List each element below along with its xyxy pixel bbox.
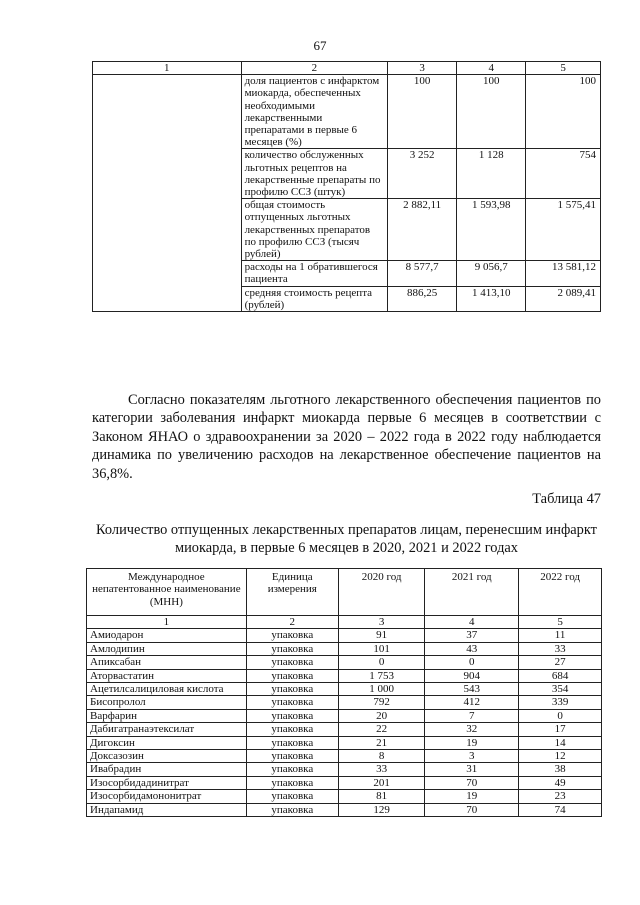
drug-name: Амлодипин bbox=[87, 642, 247, 655]
indicator-label: количество обслуженных льготных рецептов на лекарственные препараты по профилю ССЗ (штук) bbox=[241, 149, 388, 199]
table-row bbox=[87, 629, 602, 642]
drug-name: Изосорбидамононитрат bbox=[87, 790, 247, 803]
value-2022: 11 bbox=[519, 629, 602, 642]
value-2021: 43 bbox=[425, 642, 519, 655]
table-row bbox=[87, 696, 602, 709]
table-row bbox=[87, 750, 602, 763]
drug-name: Изосорбидадинитрат bbox=[87, 776, 247, 789]
value-2020: 1 753 bbox=[338, 669, 424, 682]
value-2021: 19 bbox=[425, 790, 519, 803]
value-2020: 20 bbox=[338, 709, 424, 722]
column-index: 2 bbox=[246, 616, 338, 629]
column-index: 3 bbox=[338, 616, 424, 629]
indicator-label: средняя стоимость рецепта (рублей) bbox=[241, 286, 388, 311]
indicators-table bbox=[92, 61, 601, 312]
value-2020: 33 bbox=[338, 763, 424, 776]
value-2020: 21 bbox=[338, 736, 424, 749]
table-row bbox=[87, 736, 602, 749]
drug-name: Амиодарон bbox=[87, 629, 247, 642]
paragraph-text: Согласно показателям льготного лекарственного обеспечения пациентов по категории заболевания инфаркт миокарда первые 6 месяцев в соответствии с Законом ЯНАО о здравоохранении за 2020 – 2022 года в 2022 году наблюдается динамика по увеличению расходов на лекарственное обеспечение пациентов на 36,8%. bbox=[92, 392, 601, 482]
unit-cell: упаковка bbox=[246, 736, 338, 749]
value-2022: 33 bbox=[519, 642, 602, 655]
table-row bbox=[87, 776, 602, 789]
value-2020: 8 bbox=[338, 750, 424, 763]
value-2020: 22 bbox=[338, 723, 424, 736]
header-2022: 2022 год bbox=[519, 569, 602, 616]
table-row bbox=[87, 763, 602, 776]
value-2020: 886,25 bbox=[388, 286, 457, 311]
column-number: 2 bbox=[241, 62, 388, 75]
empty-cell bbox=[93, 286, 242, 311]
value-2021: 70 bbox=[425, 803, 519, 816]
page-number: 67 bbox=[313, 38, 327, 53]
value-2022: 13 581,12 bbox=[526, 261, 601, 286]
table-header-row bbox=[93, 62, 601, 75]
empty-cell bbox=[93, 199, 242, 261]
column-index-row bbox=[87, 616, 602, 629]
unit-cell: упаковка bbox=[246, 709, 338, 722]
value-2022: 14 bbox=[519, 736, 602, 749]
header-2021: 2021 год bbox=[425, 569, 519, 616]
unit-cell: упаковка bbox=[246, 669, 338, 682]
table-row bbox=[87, 656, 602, 669]
value-2021: 904 bbox=[425, 669, 519, 682]
drug-name: Варфарин bbox=[87, 709, 247, 722]
column-number: 5 bbox=[526, 62, 601, 75]
value-2020: 201 bbox=[338, 776, 424, 789]
value-2022: 38 bbox=[519, 763, 602, 776]
drug-name: Апиксабан bbox=[87, 656, 247, 669]
value-2022: 17 bbox=[519, 723, 602, 736]
unit-cell: упаковка bbox=[246, 803, 338, 816]
drug-name: Дигоксин bbox=[87, 736, 247, 749]
value-2022: 754 bbox=[526, 149, 601, 199]
value-2022: 684 bbox=[519, 669, 602, 682]
value-2021: 1 413,10 bbox=[457, 286, 526, 311]
column-number: 4 bbox=[457, 62, 526, 75]
drug-name: Индапамид bbox=[87, 803, 247, 816]
table-title: Количество отпущенных лекарственных препаратов лицам, перенесшим инфаркт миокарда, в первые 6 месяцев в 2020, 2021 и 2022 годах bbox=[96, 522, 597, 556]
drug-name: Доксазозин bbox=[87, 750, 247, 763]
value-2020: 100 bbox=[388, 75, 457, 149]
value-2021: 32 bbox=[425, 723, 519, 736]
table-row bbox=[87, 683, 602, 696]
drug-name: Бисопролол bbox=[87, 696, 247, 709]
value-2020: 1 000 bbox=[338, 683, 424, 696]
empty-cell bbox=[93, 149, 242, 199]
table-header-row bbox=[87, 569, 602, 616]
empty-cell bbox=[93, 75, 242, 149]
value-2021: 1 593,98 bbox=[457, 199, 526, 261]
empty-cell bbox=[93, 261, 242, 286]
value-2020: 792 bbox=[338, 696, 424, 709]
drug-name: Дабигатранаэтексилат bbox=[87, 723, 247, 736]
value-2021: 31 bbox=[425, 763, 519, 776]
value-2020: 91 bbox=[338, 629, 424, 642]
table-row bbox=[93, 149, 601, 199]
unit-cell: упаковка bbox=[246, 790, 338, 803]
value-2020: 129 bbox=[338, 803, 424, 816]
table-row bbox=[87, 709, 602, 722]
header-2020: 2020 год bbox=[338, 569, 424, 616]
value-2021: 9 056,7 bbox=[457, 261, 526, 286]
column-number: 3 bbox=[388, 62, 457, 75]
value-2021: 37 bbox=[425, 629, 519, 642]
drug-name: Аторвастатин bbox=[87, 669, 247, 682]
table-row bbox=[93, 261, 601, 286]
header-mnn: Международное непатентованное наименование (МНН) bbox=[87, 569, 247, 616]
unit-cell: упаковка bbox=[246, 656, 338, 669]
table-row bbox=[93, 286, 601, 311]
value-2022: 354 bbox=[519, 683, 602, 696]
value-2021: 7 bbox=[425, 709, 519, 722]
value-2021: 543 bbox=[425, 683, 519, 696]
value-2022: 100 bbox=[526, 75, 601, 149]
value-2020: 3 252 bbox=[388, 149, 457, 199]
medications-table bbox=[86, 568, 602, 817]
column-index: 1 bbox=[87, 616, 247, 629]
unit-cell: упаковка bbox=[246, 696, 338, 709]
table-row bbox=[93, 75, 601, 149]
value-2020: 2 882,11 bbox=[388, 199, 457, 261]
unit-cell: упаковка bbox=[246, 629, 338, 642]
value-2022: 0 bbox=[519, 709, 602, 722]
table-row bbox=[87, 803, 602, 816]
indicator-label: общая стоимость отпущенных льготных лекарственных препаратов по профилю ССЗ (тысяч рублей) bbox=[241, 199, 388, 261]
column-index: 4 bbox=[425, 616, 519, 629]
body-paragraph bbox=[92, 391, 601, 483]
value-2020: 8 577,7 bbox=[388, 261, 457, 286]
value-2021: 19 bbox=[425, 736, 519, 749]
value-2021: 70 bbox=[425, 776, 519, 789]
table-row bbox=[87, 642, 602, 655]
value-2020: 81 bbox=[338, 790, 424, 803]
value-2022: 23 bbox=[519, 790, 602, 803]
column-index: 5 bbox=[519, 616, 602, 629]
value-2021: 3 bbox=[425, 750, 519, 763]
value-2022: 2 089,41 bbox=[526, 286, 601, 311]
table-caption: Таблица 47 bbox=[532, 491, 601, 507]
unit-cell: упаковка bbox=[246, 723, 338, 736]
table-row bbox=[87, 723, 602, 736]
header-unit: Единица измерения bbox=[246, 569, 338, 616]
unit-cell: упаковка bbox=[246, 776, 338, 789]
table-row bbox=[87, 669, 602, 682]
value-2022: 1 575,41 bbox=[526, 199, 601, 261]
value-2021: 1 128 bbox=[457, 149, 526, 199]
unit-cell: упаковка bbox=[246, 763, 338, 776]
value-2021: 0 bbox=[425, 656, 519, 669]
value-2022: 12 bbox=[519, 750, 602, 763]
table-row bbox=[87, 790, 602, 803]
table-row bbox=[93, 199, 601, 261]
value-2022: 27 bbox=[519, 656, 602, 669]
drug-name: Ацетилсалициловая кислота bbox=[87, 683, 247, 696]
value-2022: 49 bbox=[519, 776, 602, 789]
value-2022: 74 bbox=[519, 803, 602, 816]
unit-cell: упаковка bbox=[246, 642, 338, 655]
value-2021: 412 bbox=[425, 696, 519, 709]
value-2022: 339 bbox=[519, 696, 602, 709]
unit-cell: упаковка bbox=[246, 683, 338, 696]
column-number: 1 bbox=[93, 62, 242, 75]
drug-name: Ивабрадин bbox=[87, 763, 247, 776]
indicator-label: расходы на 1 обратившегося пациента bbox=[241, 261, 388, 286]
value-2020: 0 bbox=[338, 656, 424, 669]
unit-cell: упаковка bbox=[246, 750, 338, 763]
value-2020: 101 bbox=[338, 642, 424, 655]
value-2021: 100 bbox=[457, 75, 526, 149]
indicator-label: доля пациентов с инфарктом миокарда, обеспеченных необходимыми лекарственными препаратами в первые 6 месяцев (%) bbox=[241, 75, 388, 149]
